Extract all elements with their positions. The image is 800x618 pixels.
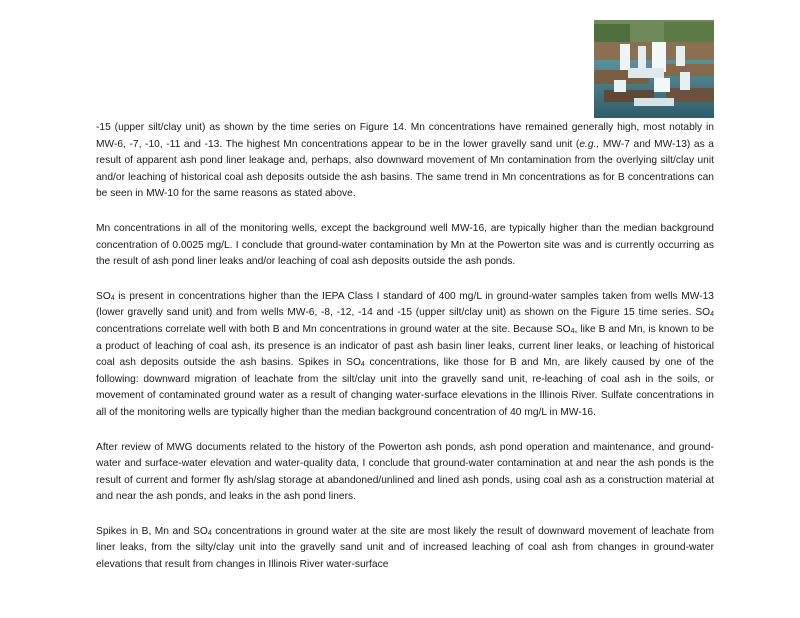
header-image — [594, 20, 714, 118]
paragraph: -15 (upper silt/clay unit) as shown by the time series on Figure 14. Mn concentrations have remained generally high, most notably in MW-6, -7, -10, -11 and -13. The highest Mn concentrations appear to be in the lower gravelly sand unit (e.g., MW-7 and MW-13) as a result of apparent ash pond liner leakage and, perhaps, also downward movement of Mn contamination from the overlying silt/clay unit and/or leaching of historical coal ash deposits outside the ash basins. The same trend in Mn concentrations as for B concentrations can be seen in MW-10 for the same reasons as stated above. — [96, 122, 714, 200]
paragraph: Spikes in B, Mn and $SO_4$ concentrations in ground water at the site are most likely the result of downward movement of leachate from liner leaks, from the silty/clay unit into the gravelly sand unit and of increased leaching of coal ash from changes in ground-water elevations that result from changes in Illinois River water-surface — [96, 525, 714, 571]
paragraph: $SO_4$ is present in concentrations higher than the IEPA Class I standard of 400 mg/L in ground-water samples taken from wells MW-13 (lower gravelly sand unit) and from wells MW-6, -8, -12, -14 and -15 (upper silt/clay unit) as shown on the Figure 15 time series. $SO_4$ concentrations correlate well with both B and Mn concentrations in ground water at the site. Because $SO_4$, like B and Mn, is known to be a product of leaching of coal ash, its presence is an indicator of past ash basin liner leaks, current liner leaks, or leaching of historical coal ash deposits outside the ash basins. Spikes in $SO_4$ concentrations, like those for B and Mn, are likely caused by one of the following: downward migration of leachate from the silt/clay unit into the gravelly sand unit, re-leaching of coal ash in the soils, or movement of contaminated ground water as a result of changing water-surface elevations in the Illinois River. Sulfate concentrations in all of the monitoring wells are typically higher than the median background concentration of 40 mg/L in MW-16. — [96, 290, 714, 418]
document-body — [96, 120, 714, 592]
waterfall-photo-icon — [594, 20, 714, 118]
paragraph: After review of MWG documents related to the history of the Powerton ash ponds, ash pond operation and maintenance, and ground-water and surface-water elevation and water-quality data, I conclude that ground-water contamination at and near the ash ponds is the result of current and former fly ash/slag storage at abandoned/unlined and lined ash ponds, using coal ash as a construction material at and near the ash ponds, and leaks in the ash pond liners. — [96, 441, 714, 503]
paragraph: Mn concentrations in all of the monitoring wells, except the background well MW-16, are typically higher than the median background concentration of 0.0025 mg/L. I conclude that ground-water contamination by Mn at the Powerton site was and is currently occurring as the result of ash pond liner leaks and/or leaching of coal ash deposits outside the ash ponds. — [96, 222, 714, 268]
